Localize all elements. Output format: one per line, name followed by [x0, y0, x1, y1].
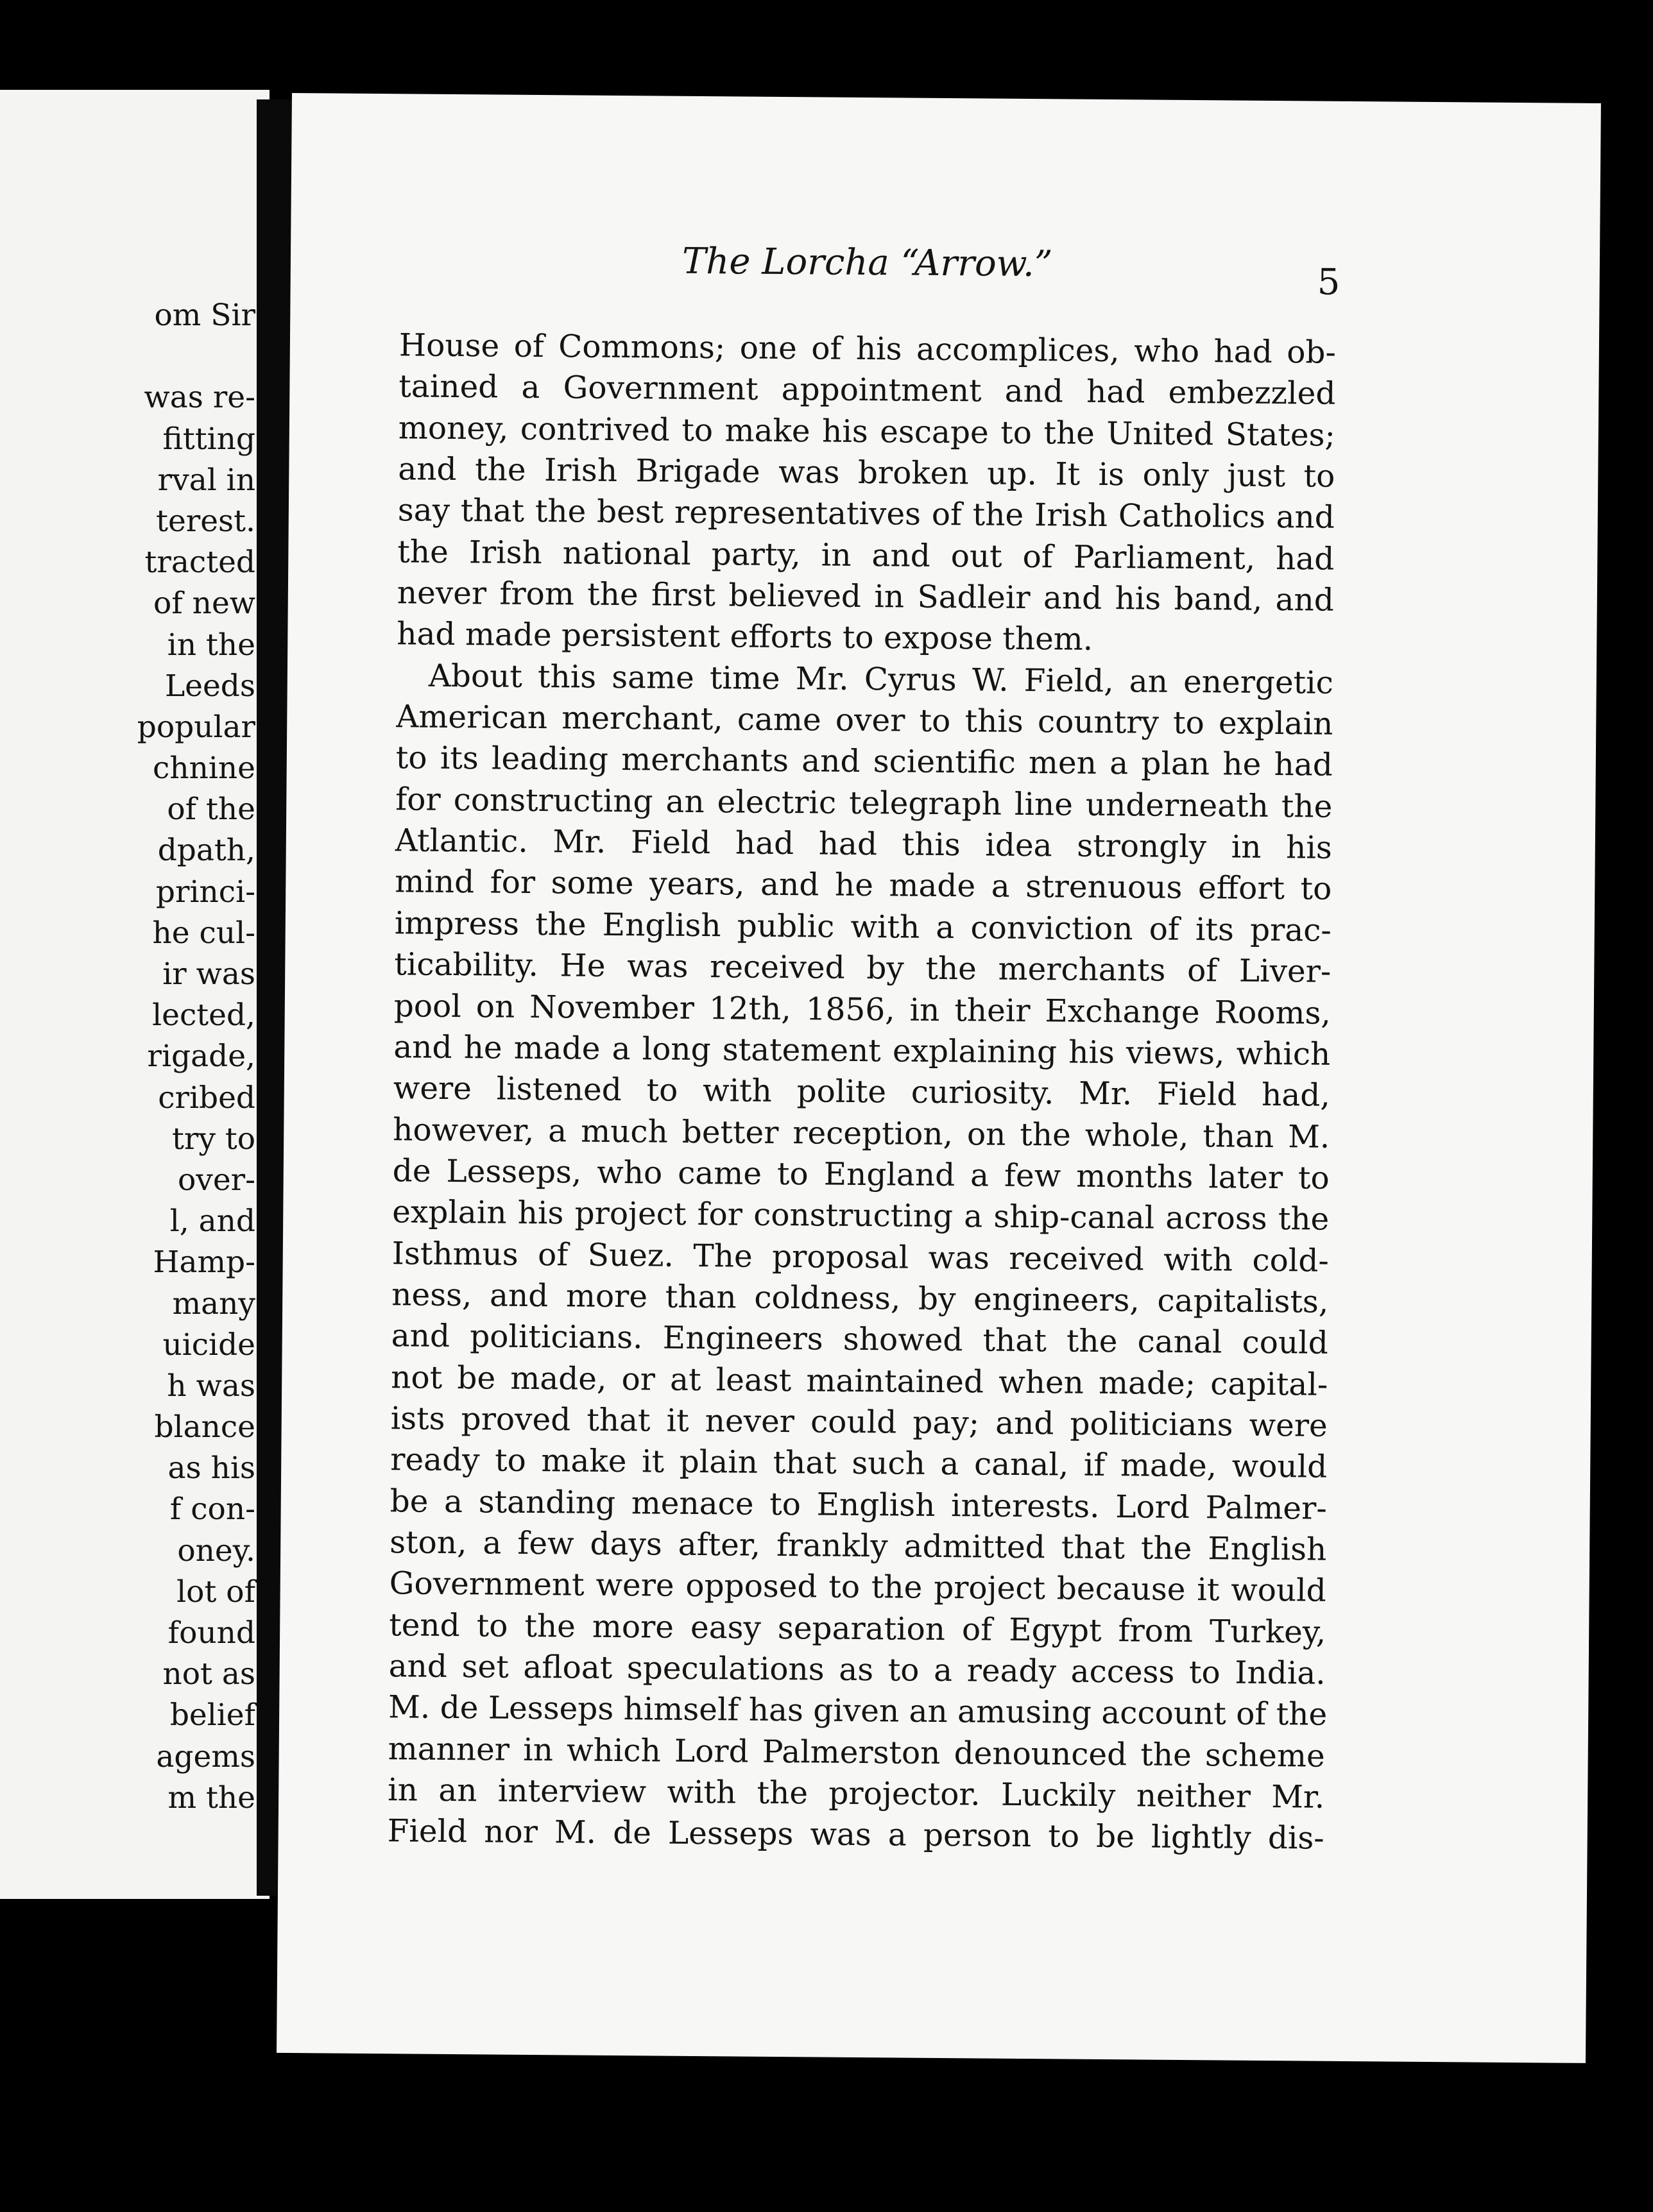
- left-page-line: tracted: [144, 545, 255, 581]
- left-page-line: rigade,: [147, 1039, 255, 1075]
- text-line: M. de Lesseps himself has given an amusing account of the: [388, 1689, 1328, 1733]
- left-page-line: in the: [167, 627, 255, 663]
- left-page-line: m the: [167, 1780, 255, 1816]
- text-line: not be made, or at least maintained when made; capital-: [391, 1359, 1328, 1403]
- text-line: the Irish national party, in and out of Parliament, had: [397, 534, 1335, 577]
- text-line: Field nor M. de Lesseps was a person to be lightly dis-: [387, 1813, 1324, 1857]
- text-line: never from the first believed in Sadleir and his band, and: [397, 575, 1335, 618]
- text-line: Isthmus of Suez. The proposal was received with cold-: [391, 1235, 1329, 1279]
- text-line: tend to the more easy separation of Egypt from Turkey,: [389, 1606, 1326, 1651]
- left-page-line: over-: [177, 1162, 255, 1198]
- left-page-line: blance: [154, 1409, 255, 1445]
- left-page-line: terest.: [156, 503, 255, 539]
- left-page-line: l, and: [169, 1204, 255, 1239]
- text-line: be a standing menace to English interests. Lord Palmer-: [390, 1483, 1327, 1527]
- left-page-line: try to: [171, 1121, 255, 1157]
- text-line: manner in which Lord Palmerston denounced the scheme: [388, 1730, 1325, 1774]
- left-page-line: h was: [167, 1368, 255, 1404]
- text-line: were listened to with polite curiosity. Mr. Field had,: [393, 1070, 1330, 1114]
- left-page-line: was re-: [144, 380, 255, 416]
- right-page: [277, 93, 1601, 2063]
- left-page-line: chnine: [153, 751, 255, 787]
- left-page-line: f con-: [169, 1492, 255, 1527]
- text-line: in an interview with the projector. Luckily neither Mr.: [388, 1772, 1325, 1816]
- page-number: 5: [1317, 261, 1340, 303]
- left-page-line: many: [172, 1286, 255, 1322]
- left-page-line: uicide: [162, 1327, 255, 1363]
- left-page-line: Leeds: [164, 668, 255, 704]
- text-line: money, contrived to make his escape to the United States;: [398, 410, 1336, 454]
- text-line: ston, a few days after, frankly admitted that the English: [390, 1524, 1327, 1568]
- left-page-line: lot of: [176, 1574, 255, 1610]
- text-line: pool on November 12th, 1856, in their Exchange Rooms,: [393, 987, 1332, 1032]
- text-line: mind for some years, and he made a strenuous effort to: [395, 864, 1332, 908]
- left-page-line: princi-: [155, 874, 255, 910]
- text-line: say that the best representatives of the Irish Catholics and: [397, 492, 1335, 536]
- text-line: tained a Government appointment and had embezzled: [398, 368, 1336, 413]
- left-page: [0, 90, 270, 1899]
- left-page-line: ir was: [162, 957, 255, 992]
- text-line: however, a much better reception, on the whole, than M.: [393, 1111, 1330, 1155]
- left-page-line: popular: [137, 709, 255, 745]
- text-line: About this same time Mr. Cyrus W. Field, an energetic: [428, 658, 1334, 701]
- text-line: and he made a long statement explaining his views, which: [393, 1029, 1331, 1073]
- left-page-line: oney.: [177, 1533, 255, 1569]
- left-page-line: he cul-: [152, 915, 255, 951]
- left-page-line: [0, 336, 270, 377]
- left-page-text: [0, 295, 270, 1819]
- text-line: ists proved that it never could pay; and politicians were: [390, 1400, 1328, 1444]
- left-page-line: agems: [156, 1739, 255, 1774]
- left-page-line: Hamp-: [153, 1245, 255, 1280]
- text-line: ticability. He was received by the merchants of Liver-: [394, 946, 1332, 990]
- body-text: [387, 325, 1336, 1859]
- left-page-line: belief: [169, 1697, 255, 1733]
- text-line: American merchant, came over to this country to explain: [396, 699, 1333, 742]
- text-line: for constructing an electric telegraph line underneath the: [395, 781, 1333, 825]
- running-head: The Lorcha “Arrow.”: [681, 240, 1053, 285]
- text-line: explain his project for constructing a ship-canal across the: [392, 1194, 1330, 1238]
- text-line: had made persistent efforts to expose them.: [397, 616, 1093, 658]
- left-page-line: not as: [162, 1656, 255, 1692]
- left-page-line: of new: [153, 586, 255, 622]
- text-line: and politicians. Engineers showed that the canal could: [391, 1318, 1328, 1361]
- text-line: impress the English public with a conviction of its prac-: [394, 905, 1332, 949]
- left-page-line: of the: [167, 792, 255, 828]
- text-line: ness, and more than coldness, by engineers, capitalists,: [391, 1277, 1329, 1320]
- left-page-line: om Sir: [154, 298, 255, 333]
- text-line: de Lesseps, who came to England a few months later to: [392, 1153, 1330, 1196]
- left-page-line: as his: [167, 1451, 255, 1486]
- text-line: and set afloat speculations as to a ready access to India.: [388, 1648, 1326, 1692]
- left-page-line: rval in: [157, 462, 255, 498]
- text-line: ready to make it plain that such a canal, if made, would: [390, 1442, 1328, 1486]
- left-page-line: lected,: [152, 998, 255, 1034]
- text-line: Government were opposed to the project because it would: [389, 1565, 1326, 1610]
- left-page-line: cribed: [158, 1080, 255, 1116]
- left-page-line: fitting: [162, 421, 255, 457]
- text-line: to its leading merchants and scientific men a plan he had: [395, 740, 1333, 784]
- left-page-line: found: [167, 1615, 255, 1651]
- text-line: House of Commons; one of his accomplices, who had ob-: [398, 327, 1337, 371]
- text-line: and the Irish Brigade was broken up. It is only just to: [398, 451, 1335, 495]
- text-line: Atlantic. Mr. Field had had this idea strongly in his: [395, 822, 1333, 866]
- left-page-line: dpath,: [157, 833, 255, 869]
